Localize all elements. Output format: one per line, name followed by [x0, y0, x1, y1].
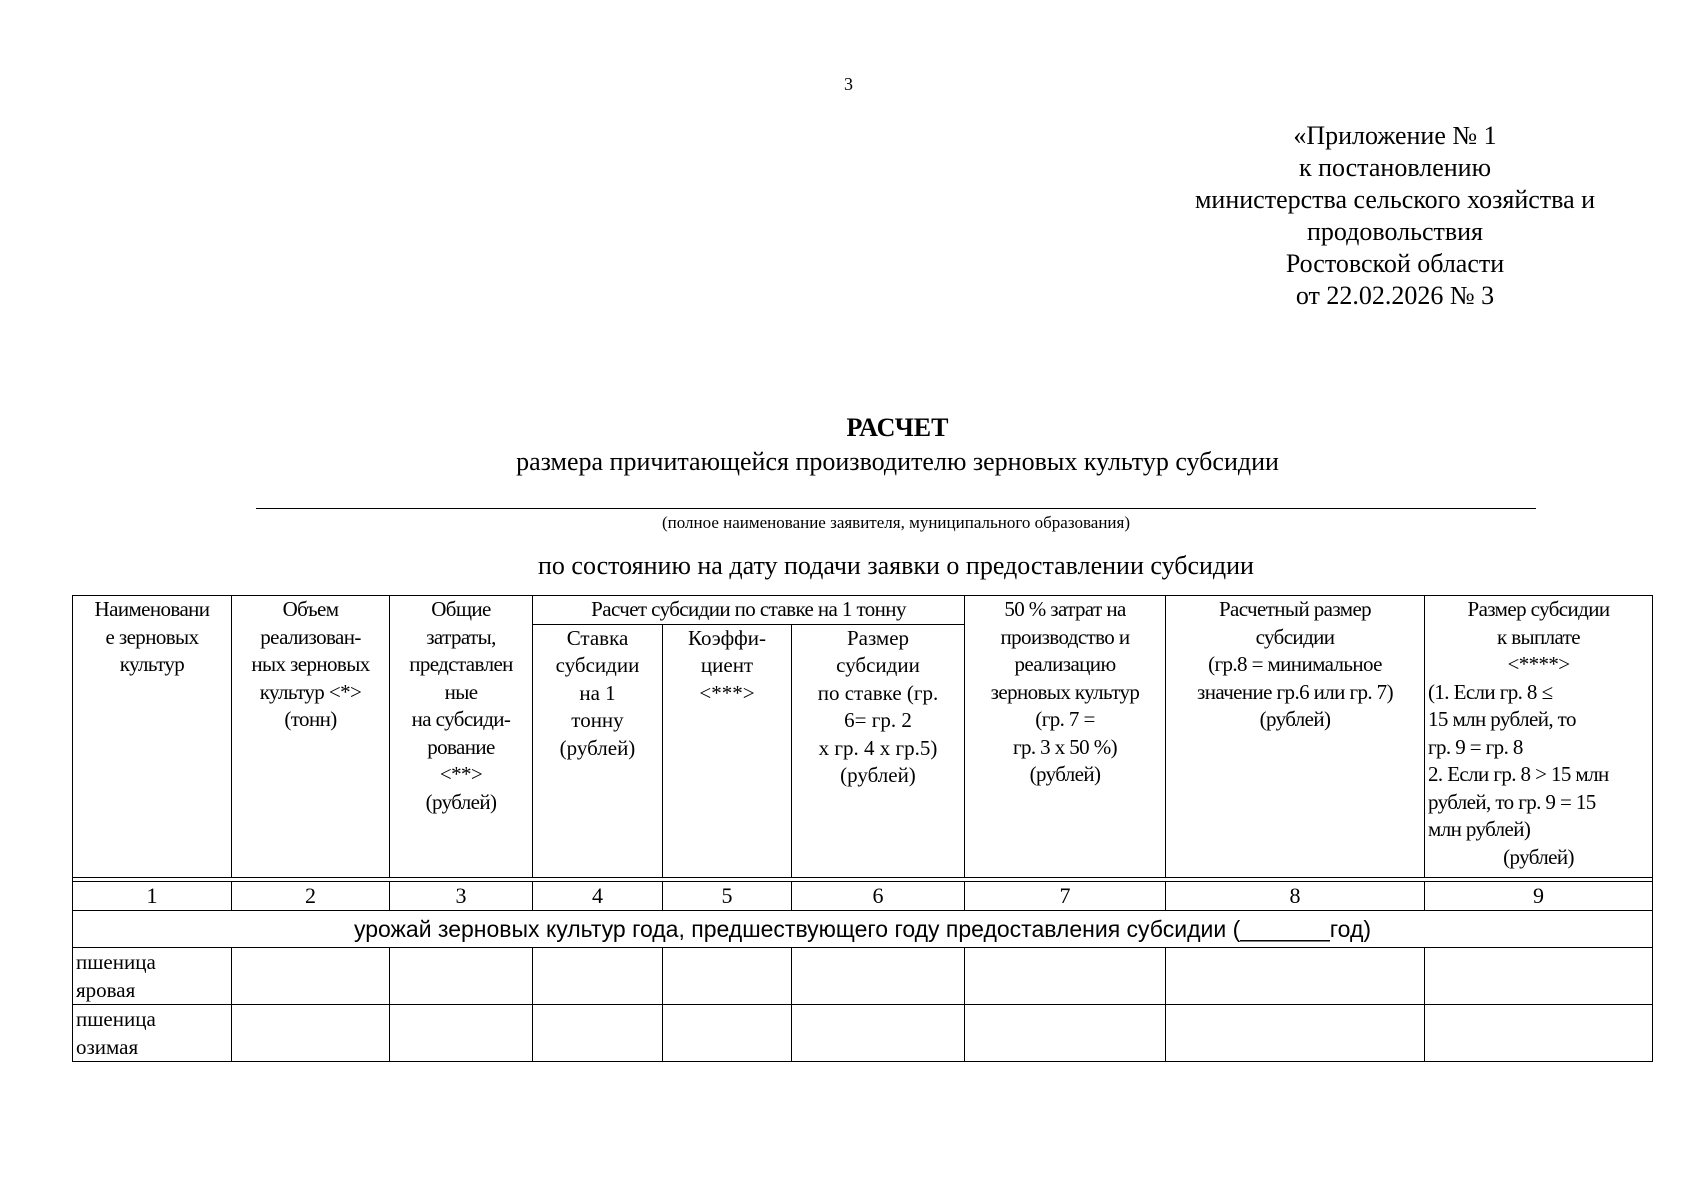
header-rate-calculation-group	[533, 596, 965, 625]
header-text: представлен	[409, 652, 513, 676]
header-coefficient	[663, 624, 792, 877]
page-number: 3	[844, 74, 853, 94]
table-cell[interactable]	[965, 1004, 1166, 1061]
column-number: 5	[663, 881, 792, 910]
table-cell[interactable]	[792, 947, 965, 1004]
header-text: 2. Если гр. 8 > 15 млн	[1428, 762, 1609, 786]
header-payout-subsidy	[1425, 596, 1653, 878]
section-row	[73, 910, 1653, 947]
header-text: (1. Если гр. 8 ≤	[1428, 679, 1553, 704]
header-rate-per-ton	[533, 624, 663, 877]
header-text: (рублей)	[1259, 707, 1331, 731]
header-text: ные	[444, 679, 478, 704]
header-text: Размер	[846, 625, 910, 650]
crop-name: озимая	[76, 1034, 139, 1059]
table-row	[73, 1004, 1653, 1061]
header-text: (рублей)	[559, 735, 636, 760]
header-text: субсидии	[836, 653, 920, 677]
crop-name-cell	[73, 947, 232, 1004]
table-cell[interactable]	[533, 947, 663, 1004]
appendix-line: «Приложение № 1	[1293, 121, 1497, 150]
crop-name: яровая	[76, 977, 136, 1002]
header-text: (гр.8 = минимальное	[1208, 652, 1382, 676]
header-sold-volume	[232, 596, 390, 878]
document-subtitle: размера причитающейся производителю зерновых культур субсидии	[516, 447, 1279, 476]
table-cell[interactable]	[232, 947, 390, 1004]
table-cell[interactable]	[663, 1004, 792, 1061]
document-title: РАСЧЕТ	[846, 413, 949, 442]
header-text: 15 млн рублей, то	[1428, 707, 1576, 731]
header-text: реализацию	[1014, 652, 1116, 676]
header-text: на субсиди-	[411, 707, 511, 731]
header-text: к выплате	[1496, 624, 1581, 649]
table-cell[interactable]	[390, 947, 533, 1004]
header-text: 6= гр. 2	[844, 708, 912, 732]
header-text: реализован-	[260, 624, 361, 649]
header-text: (гр. 7 =	[1035, 707, 1095, 731]
table-cell[interactable]	[965, 947, 1166, 1004]
header-text: Наименовани	[94, 597, 210, 621]
header-estimated-subsidy	[1166, 596, 1425, 878]
column-number: 1	[73, 881, 232, 910]
header-text: субсидии	[1255, 624, 1335, 649]
header-text: Объем	[282, 597, 339, 621]
header-text: Ставка	[566, 625, 629, 650]
column-number: 8	[1166, 881, 1425, 910]
header-text: ных зерновых	[251, 652, 370, 676]
appendix-line: к постановлению	[1298, 153, 1492, 182]
column-number-row	[73, 881, 1653, 910]
header-half-costs	[965, 596, 1166, 878]
header-text: Расчет субсидии по ставке на 1 тонну	[591, 597, 906, 621]
header-text: е зерновых	[105, 624, 199, 649]
table-cell[interactable]	[792, 1004, 965, 1061]
table-cell[interactable]	[1425, 1004, 1653, 1061]
crop-name: пшеница	[76, 1006, 156, 1031]
header-text: 50 % затрат на	[1004, 597, 1126, 621]
header-text: х гр. 4 х гр.5)	[818, 735, 938, 760]
column-number: 7	[965, 881, 1166, 910]
header-text: (рублей)	[1503, 844, 1574, 869]
column-number: 4	[533, 881, 663, 910]
crop-name-cell	[73, 1004, 232, 1061]
header-text: (рублей)	[425, 789, 497, 814]
header-text: <***>	[699, 680, 755, 705]
header-text: культур	[119, 652, 185, 676]
header-text: <****>	[1507, 652, 1570, 676]
applicant-caption: (полное наименование заявителя, муниципального образования)	[662, 513, 1130, 532]
header-text: <**>	[439, 762, 483, 786]
header-text: значение гр.6 или гр. 7)	[1197, 679, 1393, 704]
appendix-line: Ростовской области	[1285, 249, 1505, 278]
column-number: 6	[792, 881, 965, 910]
calculation-table	[72, 595, 1653, 1062]
header-text: по ставке (гр.	[817, 680, 939, 705]
table-cell[interactable]	[390, 1004, 533, 1061]
header-total-costs	[390, 596, 533, 878]
header-text: затраты,	[426, 624, 496, 649]
header-text: (рублей)	[1029, 762, 1101, 786]
table-cell[interactable]	[1425, 947, 1653, 1004]
table-cell[interactable]	[1166, 1004, 1425, 1061]
table-cell[interactable]	[533, 1004, 663, 1061]
column-number: 2	[232, 881, 390, 910]
header-text: на 1	[579, 680, 616, 705]
table-cell[interactable]	[232, 1004, 390, 1061]
header-text: субсидии	[555, 653, 640, 677]
header-text: (тонн)	[284, 707, 337, 731]
header-text: (рублей)	[840, 763, 916, 787]
header-text: зерновых культур	[990, 679, 1140, 704]
header-text: рублей, то гр. 9 = 15	[1428, 789, 1596, 814]
header-text: млн рублей)	[1428, 817, 1531, 841]
appendix-line: продовольствия	[1306, 217, 1484, 246]
header-text: гр. 9 = гр. 8	[1428, 734, 1523, 759]
table-row	[73, 947, 1653, 1004]
appendix-line: министерства сельского хозяйства и	[1194, 185, 1596, 214]
applicant-fill-line	[256, 508, 1536, 509]
header-text: тонну	[571, 708, 624, 732]
table-cell[interactable]	[1166, 947, 1425, 1004]
crop-name: пшеница	[76, 949, 156, 974]
header-text: производство и	[1000, 624, 1130, 649]
section-title: урожай зерновых культур года, предшествующего году предоставления субсидии (_______год)	[73, 910, 1653, 947]
header-text: Размер субсидии	[1467, 597, 1610, 621]
header-text: гр. 3 х 50 %)	[1012, 734, 1118, 759]
as-of-date-line: по состоянию на дату подачи заявки о предоставлении субсидии	[538, 551, 1254, 580]
header-text: циент	[700, 653, 754, 677]
header-rate-subsidy-amount	[792, 624, 965, 877]
column-number: 9	[1425, 881, 1653, 910]
header-text: рование	[427, 734, 495, 759]
column-number: 3	[390, 881, 533, 910]
header-crop-name	[73, 596, 232, 878]
appendix-stamp	[1150, 120, 1640, 312]
header-text: культур <*>	[259, 679, 362, 704]
header-text: Общие	[431, 597, 491, 621]
appendix-line: от 22.02.2026 № 3	[1295, 281, 1495, 310]
table-cell[interactable]	[663, 947, 792, 1004]
header-text: Коэффи-	[688, 625, 766, 650]
header-text: Расчетный размер	[1218, 597, 1372, 621]
